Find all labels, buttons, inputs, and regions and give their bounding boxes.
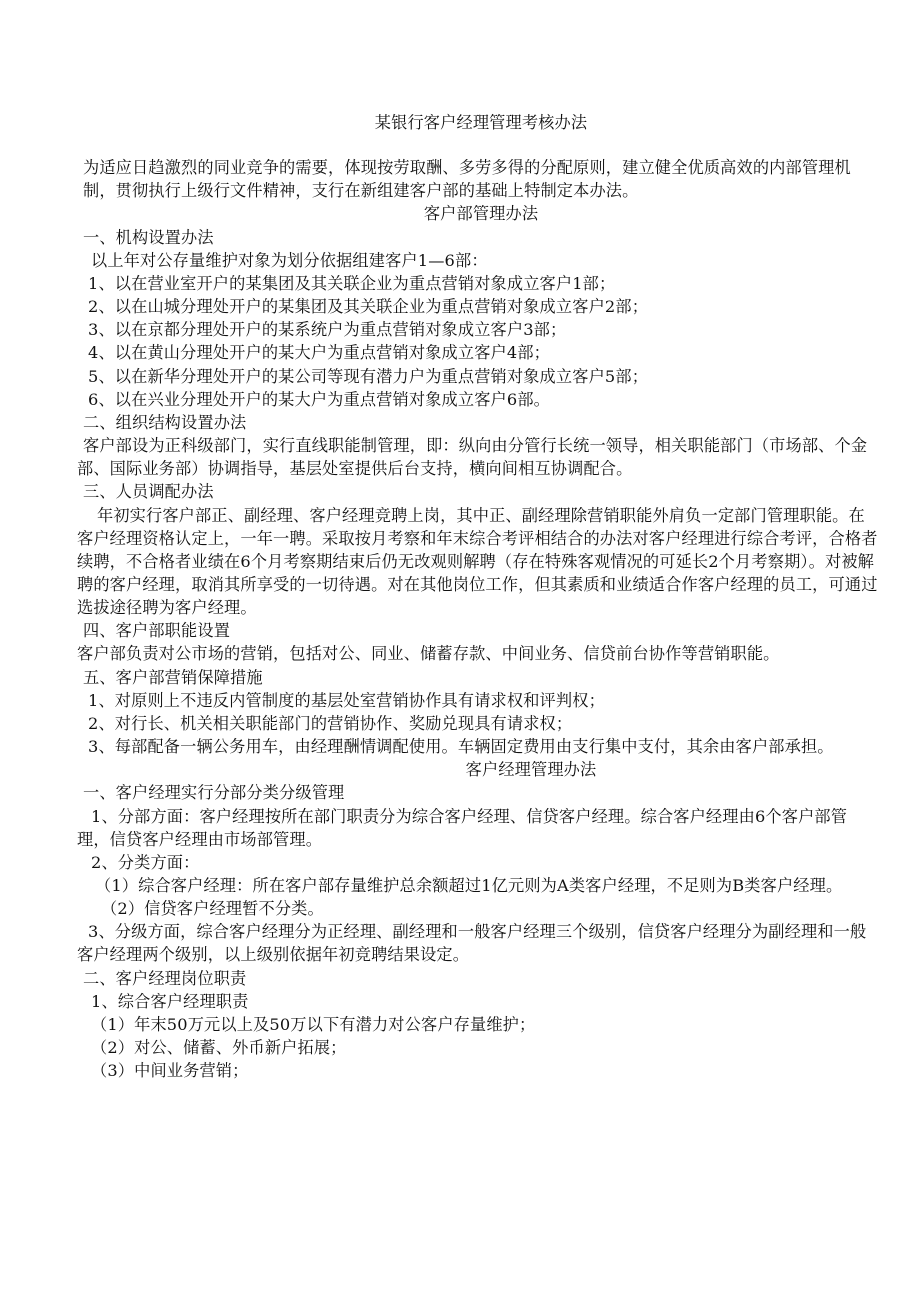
list-item: 3、以在京都分理处开户的某系统户为重点营销对象成立客户3部； xyxy=(88,320,567,340)
intro-paragraph: 为适应日趋激烈的同业竞争的需要，体现按劳取酬、多劳多得的分配原则，建立健全优质高效的内部管理机制，贯彻执行上级行文件精神，支行在新组建客户部的基础上特制定本办法。 xyxy=(83,158,851,201)
list-item: 以上年对公存量维护对象为划分依据组建客户1—6部： xyxy=(91,250,488,270)
sub-sub-item: （1）综合客户经理：所在客户部存量维护总余额超过1亿元则为A类客户经理，不足则为B类客户经理。 xyxy=(95,876,843,895)
sub-sub-item: （2）信贷客户经理暂不分类。 xyxy=(101,899,324,919)
list-item: （3）中间业务营销； xyxy=(91,1061,249,1081)
list-item: 1、对原则上不违反内管制度的基层处室营销协作具有请求权和评判权； xyxy=(88,690,605,710)
list-item: 5、以在新华分理处开户的某公司等现有潜力户为重点营销对象成立客户5部； xyxy=(88,366,649,386)
body-paragraph: 客户部设为正科级部门，实行直线职能制管理，即：纵向由分管行长统一领导，相关职能部门（市场部、个金部、国际业务部）协调指导，基层处室提供后台支持，横向间相互协调配合。 xyxy=(77,436,868,479)
list-item: 6、以在兴业分理处开户的某大户为重点营销对象成立客户6部。 xyxy=(88,389,551,409)
list-item: 1、以在营业室开户的某集团及其关联企业为重点营销对象成立客户1部； xyxy=(88,273,616,293)
list-item: （1）年末50万元以上及50万以下有潜力对公客户存量维护； xyxy=(91,1014,536,1034)
section-title: 四、客户部职能设置 xyxy=(83,621,231,641)
list-item: 3、每部配备一辆公务用车，由经理酬情调配使用。车辆固定费用由支行集中支付，其余由客户部承担。 xyxy=(88,737,834,757)
body-paragraph: 客户部负责对公市场的营销，包括对公、同业、储蓄存款、中间业务、信贷前台协作等营销职能。 xyxy=(77,644,780,664)
document-title: 某银行客户经理管理考核办法 xyxy=(374,113,588,132)
list-item: 2、对行长、机关相关职能部门的营销协作、奖励兑现具有请求权； xyxy=(88,713,573,733)
list-item: （2）对公、储蓄、外币新户拓展； xyxy=(91,1038,347,1058)
list-item: 2、以在山城分理处开户的某集团及其关联企业为重点营销对象成立客户2部； xyxy=(88,297,649,317)
section-title: 二、客户经理岗位职责 xyxy=(83,968,247,988)
sub-item: 2、分类方面： xyxy=(91,852,200,872)
sub-item: 1、分部方面：客户经理按所在部门职责分为综合客户经理、信贷客户经理。综合客户经理由6个客户部管理，信贷客户经理由市场部管理。 xyxy=(77,806,848,849)
section-heading-customer-dept: 客户部管理办法 xyxy=(423,204,539,224)
document-body xyxy=(77,111,879,1082)
section-heading-account-manager: 客户经理管理办法 xyxy=(465,760,597,780)
section-title: 一、机构设置办法 xyxy=(83,227,214,247)
section-title: 一、客户经理实行分部分类分级管理 xyxy=(83,783,345,803)
sub-item: 3、分级方面，综合客户经理分为正经理、副经理和一般客户经理三个级别，信贷客户经理分为副经理和一般客户经理两个级别，以上级别依据年初竞聘结果设定。 xyxy=(77,922,867,965)
section-title: 二、组织结构设置办法 xyxy=(83,412,247,432)
section-title: 三、人员调配办法 xyxy=(83,482,214,502)
list-item: 1、综合客户经理职责 xyxy=(91,991,249,1011)
body-paragraph: 年初实行客户部正、副经理、客户经理竞聘上岗，其中正、副经理除营销职能外肩负一定部门管理职能。在客户经理资格认定上，一年一聘。采取按月考察和年末综合考评相结合的办法对客户经理进行综合考评，合格者续聘，不合格者业绩在6个月考察期结束后仍无改观则解聘（存在特殊客观情况的可延长2个月考察期）。对被解聘的客户经理，取消其所享受的一切待遇。对在其他岗位工作，但其素质和业绩适合作客户经理的员工，可通过选拔途径聘为客户经理。 xyxy=(77,505,878,618)
section-title: 五、客户部营销保障措施 xyxy=(83,667,263,687)
list-item: 4、以在黄山分理处开户的某大户为重点营销对象成立客户4部； xyxy=(88,343,551,363)
